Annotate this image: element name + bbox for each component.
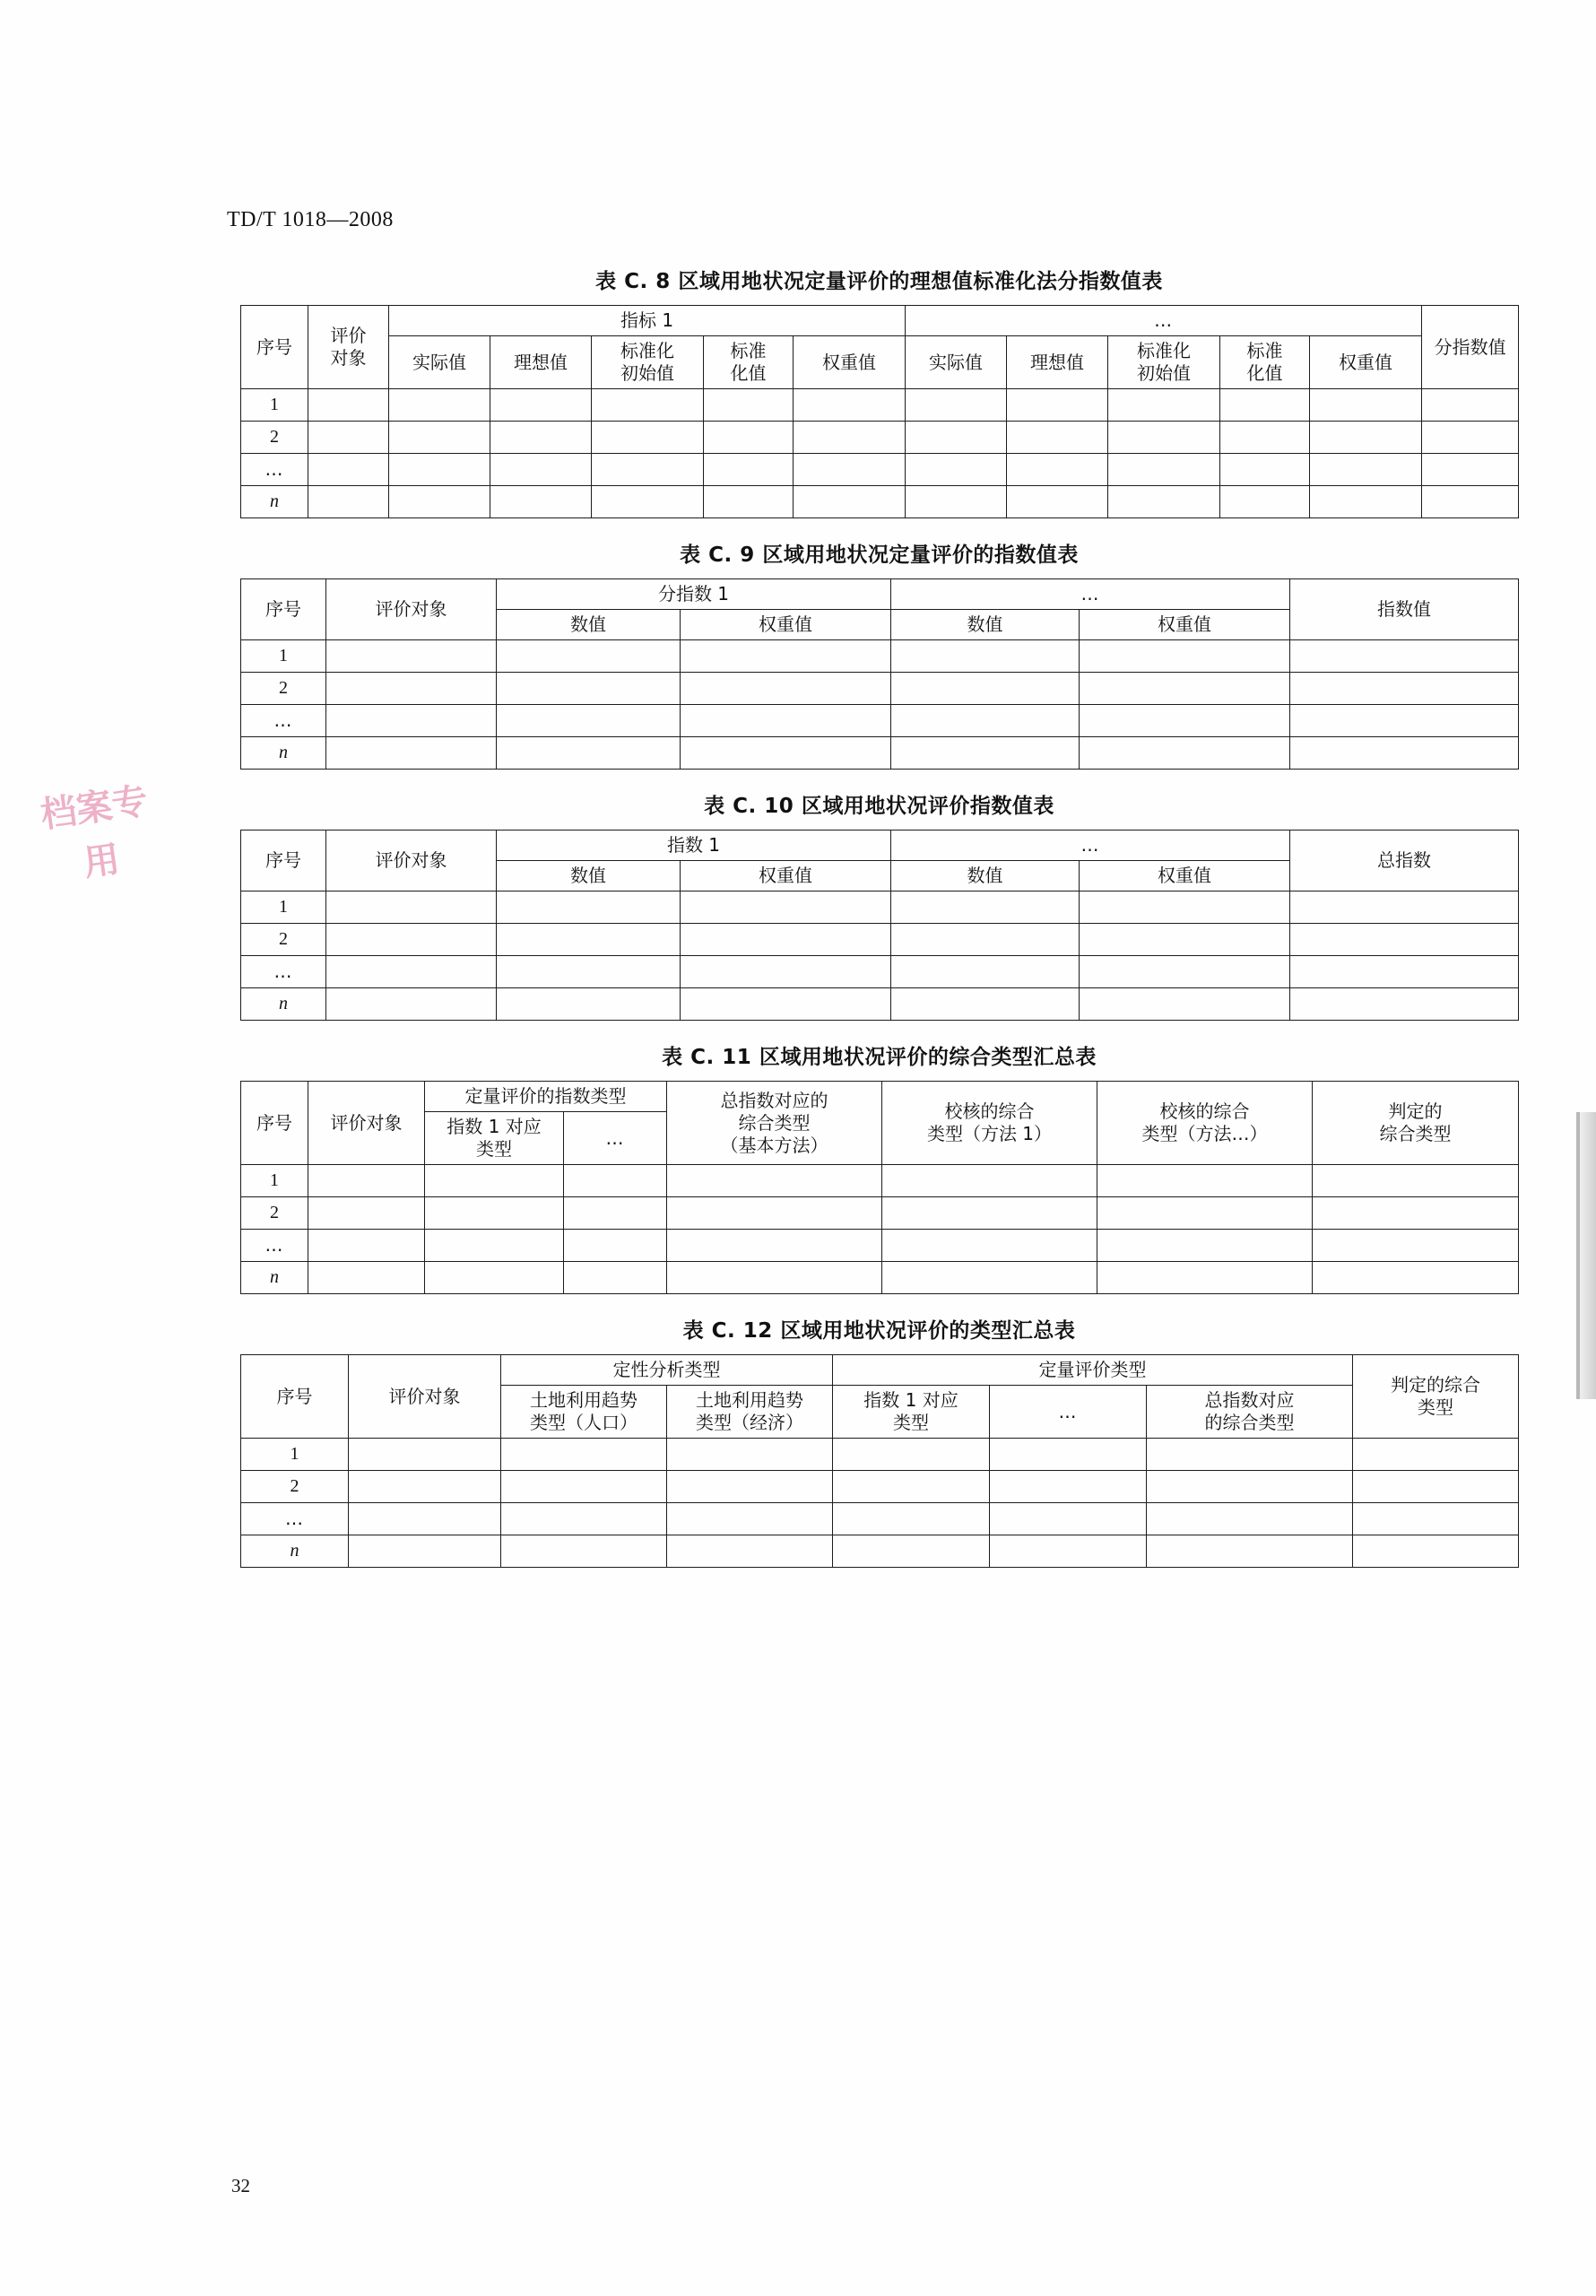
table-row	[241, 422, 1519, 454]
row-label: 1	[241, 1165, 308, 1197]
cell[interactable]	[389, 422, 490, 454]
sub-header-weight-2: 权重值	[1080, 610, 1290, 640]
page-number: 32	[231, 2175, 250, 2196]
row-label: 1	[241, 891, 326, 924]
cell[interactable]	[990, 1439, 1147, 1471]
sub-header-std-init-2: 标准化 初始值	[1108, 336, 1220, 389]
table-row	[241, 924, 1519, 956]
cell[interactable]	[1080, 924, 1290, 956]
sub-header-value-2: 数值	[891, 861, 1080, 891]
cell[interactable]	[349, 1439, 501, 1471]
cell[interactable]	[891, 924, 1080, 956]
cell[interactable]	[906, 454, 1007, 486]
group-header-index1: 指数 1	[497, 831, 891, 861]
table-row	[241, 705, 1519, 737]
cell[interactable]	[349, 1535, 501, 1568]
cell[interactable]	[1310, 422, 1422, 454]
cell[interactable]	[681, 737, 891, 770]
cell[interactable]	[1310, 389, 1422, 422]
cell[interactable]	[308, 486, 389, 518]
sub-header-weight-2: 权重值	[1080, 861, 1290, 891]
col-header-final-type: 判定的综合 类型	[1353, 1355, 1519, 1439]
row-label: n	[241, 1535, 349, 1568]
page-edge-line	[1576, 1112, 1580, 1399]
cell[interactable]	[308, 1262, 425, 1294]
cell[interactable]	[1080, 640, 1290, 673]
cell[interactable]	[1080, 673, 1290, 705]
cell[interactable]	[592, 454, 704, 486]
cell[interactable]	[425, 1197, 564, 1230]
cell[interactable]	[681, 891, 891, 924]
cell[interactable]	[833, 1535, 990, 1568]
sub-header-std-init-1: 标准化 初始值	[592, 336, 704, 389]
document-content	[240, 265, 1518, 1587]
table-row	[241, 1165, 1519, 1197]
cell[interactable]	[891, 705, 1080, 737]
cell[interactable]	[1007, 389, 1108, 422]
cell[interactable]	[1147, 1503, 1353, 1535]
cell[interactable]	[704, 486, 794, 518]
cell[interactable]	[1220, 454, 1310, 486]
table-row	[241, 389, 1519, 422]
cell[interactable]	[1353, 1439, 1519, 1471]
table-c9-title: 表 C. 9 区域用地状况定量评价的指数值表	[680, 544, 1079, 567]
cell[interactable]	[906, 422, 1007, 454]
cell[interactable]	[501, 1535, 667, 1568]
cell[interactable]	[1080, 737, 1290, 770]
sub-header-total-index-type: 总指数对应 的综合类型	[1147, 1386, 1353, 1439]
cell[interactable]	[1290, 673, 1519, 705]
sub-header-weight-1: 权重值	[794, 336, 906, 389]
row-label: n	[241, 486, 308, 518]
row-label: 2	[241, 422, 308, 454]
cell[interactable]	[794, 454, 906, 486]
row-label: …	[241, 956, 326, 988]
cell[interactable]	[326, 705, 497, 737]
table-row	[241, 673, 1519, 705]
row-label: …	[241, 1230, 308, 1262]
cell[interactable]	[794, 422, 906, 454]
cell[interactable]	[906, 486, 1007, 518]
sub-header-actual-1: 实际值	[389, 336, 490, 389]
cell[interactable]	[1147, 1535, 1353, 1568]
table-row	[241, 1503, 1519, 1535]
cell[interactable]	[1007, 454, 1108, 486]
row-label: 1	[241, 640, 326, 673]
cell[interactable]	[497, 988, 681, 1021]
cell[interactable]	[497, 956, 681, 988]
cell[interactable]	[1422, 389, 1519, 422]
cell[interactable]	[882, 1197, 1097, 1230]
col-header-seq: 序号	[241, 306, 308, 389]
cell[interactable]	[564, 1262, 667, 1294]
cell[interactable]	[1097, 1165, 1313, 1197]
sub-header-ideal-2: 理想值	[1007, 336, 1108, 389]
cell[interactable]	[490, 486, 592, 518]
stamp-text: 档案专用	[38, 780, 151, 885]
row-label: 2	[241, 1471, 349, 1503]
cell[interactable]	[891, 640, 1080, 673]
cell[interactable]	[501, 1471, 667, 1503]
cell[interactable]	[1097, 1262, 1313, 1294]
cell[interactable]	[497, 640, 681, 673]
cell[interactable]	[1310, 486, 1422, 518]
cell[interactable]	[592, 422, 704, 454]
cell[interactable]	[1108, 454, 1220, 486]
table-c11-title: 表 C. 11 区域用地状况评价的综合类型汇总表	[662, 1046, 1097, 1069]
table-c10	[240, 830, 1519, 1021]
cell[interactable]	[667, 1197, 882, 1230]
cell[interactable]	[1422, 454, 1519, 486]
cell[interactable]	[1290, 737, 1519, 770]
cell[interactable]	[990, 1503, 1147, 1535]
cell[interactable]	[326, 988, 497, 1021]
cell[interactable]	[1007, 422, 1108, 454]
cell[interactable]	[1108, 486, 1220, 518]
cell[interactable]	[564, 1165, 667, 1197]
col-header-seq: 序号	[241, 579, 326, 640]
table-row	[241, 1535, 1519, 1568]
table-c12	[240, 1354, 1519, 1568]
cell[interactable]	[667, 1471, 833, 1503]
cell[interactable]	[1313, 1262, 1519, 1294]
sub-header-actual-2: 实际值	[906, 336, 1007, 389]
archive-stamp	[30, 773, 189, 1065]
cell[interactable]	[1220, 389, 1310, 422]
table-row	[241, 891, 1519, 924]
col-header-object: 评价对象	[308, 1082, 425, 1165]
group-header-quant-index-type: 定量评价的指数类型	[425, 1082, 667, 1112]
cell[interactable]	[490, 422, 592, 454]
table-row	[241, 1230, 1519, 1262]
table-row	[241, 1197, 1519, 1230]
cell[interactable]	[833, 1471, 990, 1503]
cell[interactable]	[1290, 924, 1519, 956]
cell[interactable]	[891, 956, 1080, 988]
cell[interactable]	[308, 389, 389, 422]
table-row	[241, 956, 1519, 988]
col-header-total-index: 总指数	[1290, 831, 1519, 891]
table-c9	[240, 578, 1519, 770]
cell[interactable]	[1353, 1535, 1519, 1568]
group-header-ellipsis: …	[891, 831, 1290, 861]
table-c10-title: 表 C. 10 区域用地状况评价指数值表	[704, 795, 1054, 818]
cell[interactable]	[490, 389, 592, 422]
sub-header-ideal-1: 理想值	[490, 336, 592, 389]
cell[interactable]	[1080, 705, 1290, 737]
col-header-object: 评价对象	[326, 579, 497, 640]
cell[interactable]	[308, 1197, 425, 1230]
col-header-seq: 序号	[241, 831, 326, 891]
cell[interactable]	[497, 891, 681, 924]
cell[interactable]	[882, 1262, 1097, 1294]
cell[interactable]	[501, 1439, 667, 1471]
cell[interactable]	[882, 1165, 1097, 1197]
cell[interactable]	[1290, 640, 1519, 673]
sub-header-std-value-2: 标准 化值	[1220, 336, 1310, 389]
col-header-final-type: 判定的 综合类型	[1313, 1082, 1519, 1165]
cell[interactable]	[1220, 422, 1310, 454]
row-label: n	[241, 1262, 308, 1294]
table-row	[241, 988, 1519, 1021]
table-row	[241, 1471, 1519, 1503]
col-header-object: 评价对象	[349, 1355, 501, 1439]
cell[interactable]	[794, 389, 906, 422]
cell[interactable]	[1007, 486, 1108, 518]
table-c8-title: 表 C. 8 区域用地状况定量评价的理想值标准化法分指数值表	[595, 270, 1163, 293]
sub-header-trend-population: 土地利用趋势 类型（人口）	[501, 1386, 667, 1439]
cell[interactable]	[497, 673, 681, 705]
cell[interactable]	[681, 924, 891, 956]
cell[interactable]	[681, 673, 891, 705]
table-block-c12	[240, 1314, 1518, 1568]
cell[interactable]	[1290, 705, 1519, 737]
cell[interactable]	[1290, 988, 1519, 1021]
row-label: n	[241, 737, 326, 770]
cell[interactable]	[704, 389, 794, 422]
cell[interactable]	[1147, 1471, 1353, 1503]
group-header-ellipsis: …	[891, 579, 1290, 610]
cell[interactable]	[1097, 1230, 1313, 1262]
cell[interactable]	[564, 1197, 667, 1230]
cell[interactable]	[326, 673, 497, 705]
table-row	[241, 737, 1519, 770]
cell[interactable]	[1353, 1471, 1519, 1503]
group-header-subindex1: 分指数 1	[497, 579, 891, 610]
cell[interactable]	[425, 1165, 564, 1197]
cell[interactable]	[389, 454, 490, 486]
cell[interactable]	[681, 640, 891, 673]
table-block-c11	[240, 1040, 1518, 1294]
cell[interactable]	[497, 737, 681, 770]
cell[interactable]	[704, 422, 794, 454]
sub-header-value-2: 数值	[891, 610, 1080, 640]
col-header-index-value: 指数值	[1290, 579, 1519, 640]
page-edge-shadow	[1580, 1112, 1596, 1399]
cell[interactable]	[1290, 956, 1519, 988]
cell[interactable]	[891, 673, 1080, 705]
table-row	[241, 640, 1519, 673]
cell[interactable]	[891, 988, 1080, 1021]
sub-header-value-1: 数值	[497, 610, 681, 640]
cell[interactable]	[1353, 1503, 1519, 1535]
cell[interactable]	[1108, 389, 1220, 422]
sub-header-ellipsis: …	[990, 1386, 1147, 1439]
table-block-c10	[240, 789, 1518, 1021]
cell[interactable]	[990, 1471, 1147, 1503]
cell[interactable]	[326, 924, 497, 956]
row-label: 1	[241, 389, 308, 422]
cell[interactable]	[667, 1439, 833, 1471]
cell[interactable]	[308, 422, 389, 454]
cell[interactable]	[667, 1165, 882, 1197]
cell[interactable]	[349, 1471, 501, 1503]
cell[interactable]	[592, 389, 704, 422]
cell[interactable]	[1080, 956, 1290, 988]
table-c11	[240, 1081, 1519, 1294]
table-row	[241, 1439, 1519, 1471]
cell[interactable]	[308, 1165, 425, 1197]
cell[interactable]	[326, 891, 497, 924]
cell[interactable]	[681, 705, 891, 737]
cell[interactable]	[326, 737, 497, 770]
cell[interactable]	[681, 956, 891, 988]
table-c8	[240, 305, 1519, 518]
sub-header-value-1: 数值	[497, 861, 681, 891]
sub-header-ellipsis: …	[564, 1112, 667, 1165]
sub-header-weight-2: 权重值	[1310, 336, 1422, 389]
group-header-ellipsis: …	[906, 306, 1422, 336]
cell[interactable]	[1313, 1197, 1519, 1230]
row-label: 2	[241, 1197, 308, 1230]
group-header-quantitative: 定量评价类型	[833, 1355, 1353, 1386]
cell[interactable]	[389, 389, 490, 422]
cell[interactable]	[425, 1262, 564, 1294]
row-label: …	[241, 454, 308, 486]
table-row	[241, 1262, 1519, 1294]
cell[interactable]	[1097, 1197, 1313, 1230]
sub-header-std-value-1: 标准 化值	[704, 336, 794, 389]
row-label: …	[241, 705, 326, 737]
cell[interactable]	[681, 988, 891, 1021]
cell[interactable]	[794, 486, 906, 518]
cell[interactable]	[833, 1503, 990, 1535]
cell[interactable]	[1147, 1439, 1353, 1471]
cell[interactable]	[891, 737, 1080, 770]
cell[interactable]	[667, 1503, 833, 1535]
col-header-seq: 序号	[241, 1082, 308, 1165]
col-header-subindex-value: 分指数值	[1422, 306, 1519, 389]
cell[interactable]	[1108, 422, 1220, 454]
table-row	[241, 454, 1519, 486]
row-label: 1	[241, 1439, 349, 1471]
sub-header-trend-economy: 土地利用趋势 类型（经济）	[667, 1386, 833, 1439]
cell[interactable]	[882, 1230, 1097, 1262]
cell[interactable]	[667, 1535, 833, 1568]
standard-code-header: TD/T 1018—2008	[227, 208, 394, 231]
cell[interactable]	[349, 1503, 501, 1535]
row-label: …	[241, 1503, 349, 1535]
cell[interactable]	[1080, 891, 1290, 924]
cell[interactable]	[308, 454, 389, 486]
cell[interactable]	[326, 640, 497, 673]
table-c12-title: 表 C. 12 区域用地状况评价的类型汇总表	[682, 1319, 1076, 1343]
cell[interactable]	[833, 1439, 990, 1471]
cell[interactable]	[1313, 1165, 1519, 1197]
table-block-c9	[240, 538, 1518, 770]
group-header-indicator1: 指标 1	[389, 306, 906, 336]
cell[interactable]	[308, 1230, 425, 1262]
cell[interactable]	[1220, 486, 1310, 518]
col-header-check-type-n: 校核的综合 类型（方法…）	[1097, 1082, 1313, 1165]
cell[interactable]	[564, 1230, 667, 1262]
cell[interactable]	[497, 924, 681, 956]
cell[interactable]	[891, 891, 1080, 924]
cell[interactable]	[1290, 891, 1519, 924]
sub-header-index1-type: 指数 1 对应 类型	[425, 1112, 564, 1165]
cell[interactable]	[497, 705, 681, 737]
table-row	[241, 486, 1519, 518]
cell[interactable]	[667, 1262, 882, 1294]
cell[interactable]	[704, 454, 794, 486]
cell[interactable]	[501, 1503, 667, 1535]
col-header-total-index-type: 总指数对应的 综合类型 （基本方法）	[667, 1082, 882, 1165]
row-label: 2	[241, 673, 326, 705]
sub-header-weight-1: 权重值	[681, 861, 891, 891]
cell[interactable]	[389, 486, 490, 518]
cell[interactable]	[906, 389, 1007, 422]
col-header-seq: 序号	[241, 1355, 349, 1439]
cell[interactable]	[1080, 988, 1290, 1021]
cell[interactable]	[1313, 1230, 1519, 1262]
row-label: 2	[241, 924, 326, 956]
row-label: n	[241, 988, 326, 1021]
sub-header-weight-1: 权重值	[681, 610, 891, 640]
cell[interactable]	[990, 1535, 1147, 1568]
col-header-object: 评价 对象	[308, 306, 389, 389]
group-header-qualitative: 定性分析类型	[501, 1355, 833, 1386]
col-header-check-type-1: 校核的综合 类型（方法 1）	[882, 1082, 1097, 1165]
col-header-object: 评价对象	[326, 831, 497, 891]
cell[interactable]	[326, 956, 497, 988]
cell[interactable]	[667, 1230, 882, 1262]
table-block-c8	[240, 265, 1518, 518]
cell[interactable]	[592, 486, 704, 518]
cell[interactable]	[1310, 454, 1422, 486]
cell[interactable]	[1422, 486, 1519, 518]
cell[interactable]	[490, 454, 592, 486]
cell[interactable]	[425, 1230, 564, 1262]
cell[interactable]	[1422, 422, 1519, 454]
sub-header-index1-type: 指数 1 对应 类型	[833, 1386, 990, 1439]
